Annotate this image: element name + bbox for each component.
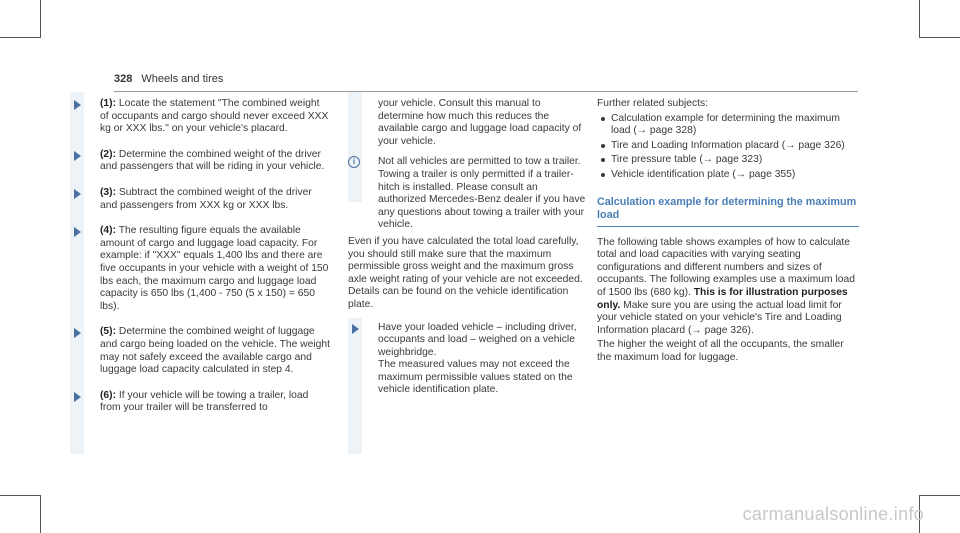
section-heading: Calculation example for determining the maximum load bbox=[597, 196, 859, 227]
step-label: (4): bbox=[100, 225, 117, 237]
step-label: (5): bbox=[100, 326, 117, 338]
arrow-right-icon bbox=[74, 392, 81, 402]
step-text: Locate the statement "The combined weight of occupants and cargo should never exceed XXX kg or XXX lbs." on your vehicle's placard. bbox=[100, 98, 329, 135]
crop-mark bbox=[920, 37, 960, 38]
further-subjects-label: Further related subjects: bbox=[597, 98, 709, 109]
bullet-icon bbox=[601, 144, 605, 148]
step-item bbox=[70, 225, 330, 313]
related-link[interactable]: Vehicle identification plate (→ page 355) bbox=[597, 169, 859, 182]
step-text: Determine the combined weight of luggage and cargo being loaded on the vehicle. The weight may not safely exceed the available cargo and luggage load capacity calculated in step 4. bbox=[100, 326, 330, 376]
step-text: The resulting figure equals the available amount of cargo and luggage load capacity. For example: if "XXX" equals 1,400 lbs and there are five occupants in your vehicle with a weight of 150 lbs each, the maximum cargo and luggage load capacity is 650 lbs (1,400 - 750 (5 x 150) = 650 lbs). bbox=[100, 225, 329, 312]
bullet-icon bbox=[601, 117, 605, 121]
page-number: 328 bbox=[114, 73, 133, 85]
arrow-right-icon bbox=[74, 328, 81, 338]
step-label: (1): bbox=[100, 98, 117, 109]
step-result: The measured values may not exceed the maximum permissible values stated on the vehicle identification plate. bbox=[378, 359, 573, 396]
step-text: If your vehicle will be towing a trailer, load from your trailer will be transferred to bbox=[100, 389, 309, 414]
step-text: Determine the combined weight of the driver and passengers that will be riding in your vehicle. bbox=[100, 148, 325, 173]
crop-mark bbox=[919, 0, 920, 38]
arrow-right-icon bbox=[352, 324, 359, 334]
step-label: (2): bbox=[100, 148, 117, 160]
arrow-right-icon bbox=[74, 100, 81, 110]
column-right bbox=[597, 98, 859, 365]
crop-mark bbox=[920, 495, 960, 496]
section-title: Wheels and tires bbox=[141, 73, 224, 85]
step-item bbox=[70, 187, 330, 212]
crop-mark bbox=[40, 0, 41, 38]
step-continuation: your vehicle. Consult this manual to determine how much this reduces the available cargo and luggage load capacity of your vehicle. bbox=[378, 98, 582, 147]
arrow-right-icon bbox=[74, 151, 81, 161]
page-header bbox=[114, 73, 223, 85]
step-text: Subtract the combined weight of the driver and passengers from XXX kg or XXX lbs. bbox=[100, 186, 312, 211]
step-label: (6): bbox=[100, 389, 117, 401]
note-text: Not all vehicles are permitted to tow a trailer. Towing a trailer is only permitted if a trailer-hitch is installed. Please consult an authorized Mercedes-Benz dealer if you have any questions about towing a trailer with your vehicle. bbox=[378, 156, 586, 231]
related-link[interactable]: Tire pressure table (→ page 323) bbox=[597, 154, 859, 167]
body-paragraph: The following table shows examples of how to calculate total and load capacities with varying seating configurations and different numbers and sizes of occupants. The following examples use a maximum load of 1500 lbs (680 kg). This is for illustration purposes only. Make sure you are using the actual load limit for your vehicle stated on your vehicle's Tire and Loading Information placard (→ page 326). bbox=[597, 236, 855, 336]
related-link[interactable]: Calculation example for determining the maximum load (→ page 328) bbox=[597, 113, 859, 138]
column-left bbox=[70, 98, 330, 428]
bullet-icon bbox=[601, 158, 605, 162]
step-text: Have your loaded vehicle – including driver, occupants and load – weighed on a vehicle weighbridge. bbox=[378, 321, 577, 358]
step-item bbox=[70, 149, 330, 174]
step-item bbox=[70, 98, 330, 136]
crop-mark bbox=[40, 495, 41, 533]
info-icon: i bbox=[348, 156, 360, 168]
crop-mark bbox=[0, 37, 40, 38]
arrow-right-icon bbox=[74, 227, 81, 237]
step-item bbox=[70, 390, 330, 415]
step-item bbox=[348, 322, 588, 360]
note-block bbox=[348, 156, 588, 232]
related-links bbox=[597, 113, 859, 182]
step-label: (3): bbox=[100, 186, 117, 198]
bullet-icon bbox=[601, 173, 605, 177]
body-paragraph: Even if you have calculated the total load carefully, you should still make sure that the maximum permissible gross weight and the maximum gross axle weight rating of your vehicle are not exceeded. Details can be found on the vehicle identification plate. bbox=[348, 235, 583, 310]
header-rule bbox=[114, 91, 858, 92]
step-item bbox=[70, 326, 330, 376]
watermark: carmanualsonline.info bbox=[742, 504, 924, 524]
crop-mark bbox=[0, 495, 40, 496]
related-link[interactable]: Tire and Loading Information placard (→ page 326) bbox=[597, 140, 859, 153]
column-middle bbox=[348, 98, 588, 397]
body-paragraph: The higher the weight of all the occupants, the smaller the maximum load for luggage. bbox=[597, 339, 844, 363]
arrow-right-icon bbox=[74, 189, 81, 199]
